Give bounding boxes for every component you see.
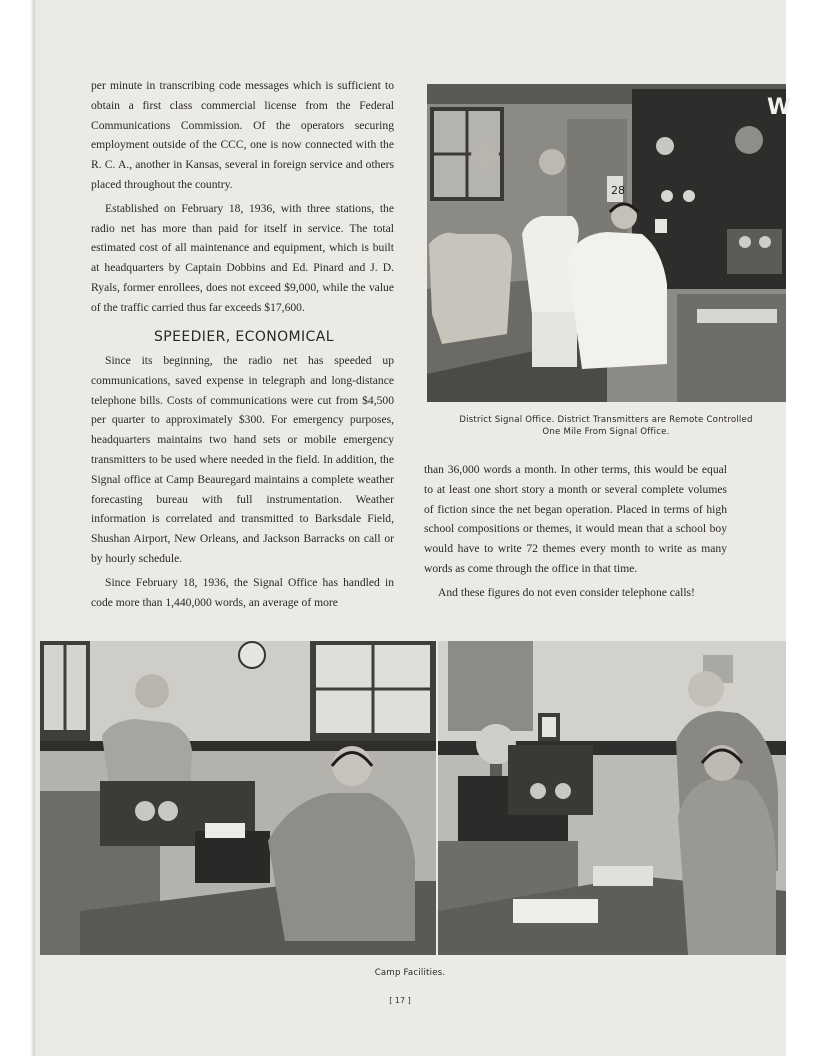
photo-camp-facilities-right — [438, 641, 786, 955]
bottom-photos-caption: Camp Facilities. — [374, 968, 446, 978]
calendar-number: 28 — [611, 184, 625, 197]
page-number: [ 17 ] — [389, 996, 411, 1005]
caption-line: District Signal Office. District Transmitters are Remote Controlled — [459, 415, 753, 425]
paragraph: Since its beginning, the radio net has speeded up communications, saved expense in telegraph and long-distance telephone bills. Costs of communications were cut from $4,500 per quarter to approximately $300. For emergency purposes, headquarters maintains two hand sets or mobile emergency transmitters to be used where needed in the field. In addition, the Signal office at Camp Beauregard maintains a complete weather forecasting bureau with full instrumentation. Weather information is correlated and transmitted to Barksdale Field, Shushan Airport, New Orleans, and Jackson Barracks on call or by hourly schedule. — [91, 354, 394, 565]
photo-camp-facilities-left — [40, 641, 436, 955]
paragraph: And these figures do not even consider telephone calls! — [438, 585, 695, 599]
top-photo-caption — [418, 414, 794, 438]
photo-district-signal-office — [427, 84, 792, 402]
left-column-top — [91, 76, 394, 322]
paragraph: than 36,000 words a month. In other terms, this would be equal to at least one short story a month or several complete volumes of fiction since the net began operation. Placed in terms of high school compositions or themes, it would mean that a school boy would have to write 72 themes every month to write as many words as come through the office in that time. — [424, 463, 727, 575]
paragraph: Since February 18, 1936, the Signal Office has handled in code more than 1,440,000 words, an average of more — [91, 575, 394, 609]
paragraph: per minute in transcribing code messages which is sufficient to obtain a first class commercial license from the Federal Communications Commission. Of the operators securing employment outside of the CCC, one is now connected with the R. C. A., another in Kansas, several in foreign service and others placed throughout the country. — [91, 79, 394, 191]
wall-letter: W — [767, 95, 792, 120]
section-heading: SPEEDIER, ECONOMICAL — [154, 329, 334, 345]
scan-margin-left — [0, 0, 36, 1056]
paragraph: Established on February 18, 1936, with three stations, the radio net has more than paid for itself in service. The total estimated cost of all maintenance and equipment, which is built at headquarters by Captain Dobbins and Ed. Pinard and J. D. Ryals, former enrollees, does not exceed $9,000, while the value of the traffic carried thus far exceeds $17,600. — [91, 201, 394, 314]
caption-line: One Mile From Signal Office. — [542, 427, 670, 437]
scan-margin-right — [786, 0, 816, 1056]
left-column-bottom — [91, 351, 394, 616]
right-column — [424, 460, 727, 607]
